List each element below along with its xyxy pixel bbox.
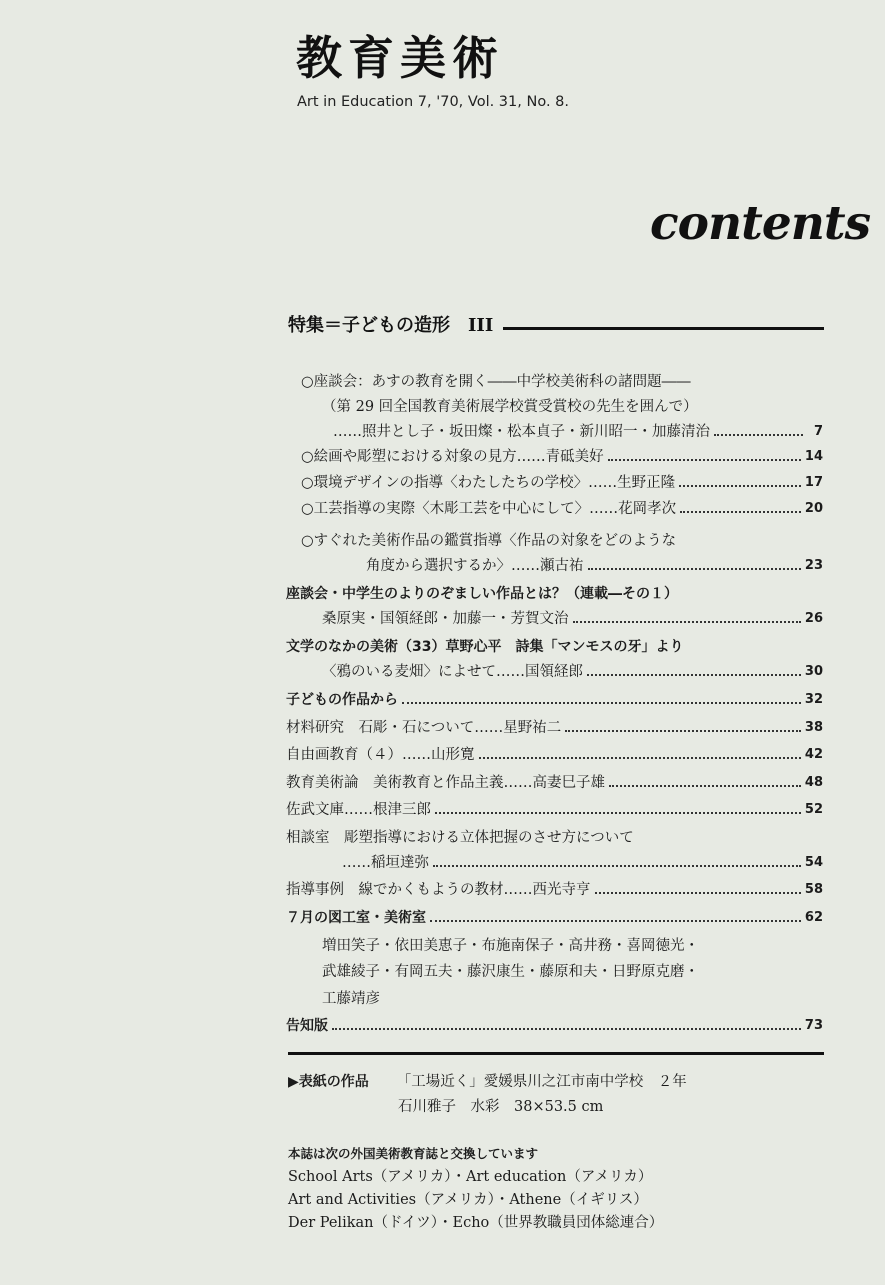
toc-entry[interactable] (286, 743, 823, 767)
toc-entry[interactable] (322, 607, 823, 631)
leader-dots (679, 485, 801, 487)
toc-page: 42 (804, 747, 823, 762)
toc-title: ○絵画や彫塑における対象の見方……青砥美好 (301, 449, 604, 465)
toc-entry[interactable] (286, 716, 823, 740)
toc-page: 26 (804, 611, 823, 626)
toc-title: 角度から選択するか〉……瀬古祐 (366, 558, 584, 574)
toc-entry[interactable] (333, 420, 823, 444)
toc-page: 30 (804, 664, 823, 679)
toc-title: ○工芸指導の実際〈木彫工芸を中心にして〉……花岡孝次 (301, 501, 677, 517)
toc-entry[interactable] (322, 934, 699, 958)
toc-page: 52 (804, 802, 823, 817)
toc-title: 子どもの作品から (286, 692, 398, 708)
toc-title: （第 29 回全国教育美術展学校賞受賞校の先生を囲んで） (322, 399, 698, 415)
toc-title: 告知版 (286, 1018, 328, 1034)
toc-title: ……照井とし子・坂田燦・松本貞子・新川昭一・加藤清治 (333, 424, 710, 440)
toc-title: 材料研究 石彫・石について……星野祐二 (286, 720, 562, 736)
toc-title: 佐武文庫……根津三郎 (286, 802, 431, 818)
toc-title: ○環境デザインの指導〈わたしたちの学校〉……生野正隆 (301, 475, 676, 491)
toc-entry[interactable] (301, 529, 676, 553)
toc-title: ○すぐれた美術作品の鑑賞指導〈作品の対象をどのような (301, 533, 677, 549)
toc-title: 工藤靖彦 (322, 991, 380, 1007)
leader-dots (680, 511, 801, 513)
toc-entry[interactable] (286, 878, 823, 902)
cover-info (288, 1070, 687, 1094)
leader-dots (433, 865, 801, 867)
toc-page: 32 (804, 692, 823, 707)
toc-title: 桑原実・国領経郎・加藤一・芳賀文治 (322, 611, 569, 627)
toc-page: 20 (804, 501, 823, 516)
leader-dots (714, 434, 803, 436)
leader-dots (573, 621, 801, 623)
toc-page: 54 (804, 855, 823, 870)
masthead-title: 教育美術 (296, 31, 504, 85)
toc-entry[interactable] (286, 688, 823, 712)
toc-entry[interactable] (286, 1014, 823, 1038)
leader-dots (435, 812, 801, 814)
toc-page: 73 (804, 1018, 823, 1033)
toc-entry[interactable] (286, 906, 823, 930)
toc-entry[interactable] (342, 851, 823, 875)
toc-title: ７月の図工室・美術室 (286, 910, 426, 926)
leader-dots (608, 459, 801, 461)
special-feature-roman: III (468, 315, 494, 336)
leader-dots (332, 1028, 801, 1030)
toc-title: 相談室 彫塑指導における立体把握のさせ方について (286, 830, 634, 846)
toc-title: 武雄綾子・有岡五夫・藤沢康生・藤原和夫・日野原克磨・ (322, 964, 699, 980)
exchange-line-2: Art and Activities（アメリカ）・Athene（イギリス） (288, 1192, 648, 1208)
toc-entry[interactable] (301, 370, 691, 394)
toc-title: 〈鴉のいる麦畑〉によせて……国領経郎 (322, 664, 583, 680)
leader-dots (587, 674, 801, 676)
toc-entry[interactable] (322, 660, 823, 684)
toc-title: ……稲垣達弥 (342, 855, 429, 871)
cover-label: ▶表紙の作品 (288, 1074, 369, 1090)
cover-line-1: 「工場近く」愛媛県川之江市南中学校 ２年 (396, 1074, 687, 1090)
toc-entry[interactable] (322, 395, 698, 419)
toc-title: 教育美術論 美術教育と作品主義……高妻巳子雄 (286, 775, 605, 791)
toc-entry[interactable] (366, 554, 823, 578)
toc-title: ○座談会：あすの教育を開く――中学校美術科の諸問題―― (301, 374, 691, 390)
leader-dots (565, 730, 801, 732)
toc-entry[interactable] (286, 826, 634, 850)
toc-entry[interactable] (322, 960, 699, 984)
toc-page: 58 (804, 882, 823, 897)
toc-page: 23 (804, 558, 823, 573)
toc-page: 38 (804, 720, 823, 735)
toc-title: 増田笑子・依田美恵子・布施南保子・高井務・喜岡徳光・ (322, 938, 699, 954)
toc-title: 自由画教育（４）……山形寛 (286, 747, 475, 763)
toc-page: 62 (804, 910, 823, 925)
leader-dots (430, 920, 801, 922)
toc-title: 指導事例 線でかくもようの教材……西光寺亨 (286, 882, 591, 898)
leader-dots (609, 785, 801, 787)
toc-entry[interactable] (286, 798, 823, 822)
toc-entry[interactable] (322, 987, 380, 1011)
leader-dots (595, 892, 801, 894)
exchange-line-3: Der Pelikan（ドイツ）・Echo（世界教職員団体総連合） (288, 1215, 664, 1231)
exchange-heading: 本誌は次の外国美術教育誌と交換しています (288, 1146, 539, 1161)
leader-dots (479, 757, 801, 759)
masthead-subtitle: Art in Education 7, '70, Vol. 31, No. 8. (297, 94, 569, 110)
toc-page: 14 (804, 449, 823, 464)
special-feature-heading (288, 311, 503, 337)
toc-title: 座談会・中学生のよりのぞましい作品とは？（連載―その１） (286, 586, 678, 602)
cover-info-2: 石川雅子 水彩 38×53.5 cm (398, 1099, 604, 1115)
bottom-rule (288, 1052, 824, 1055)
leader-dots (588, 568, 801, 570)
special-feature-label: 特集＝子どもの造形 (288, 315, 450, 336)
toc-entry[interactable] (301, 445, 823, 469)
exchange-line-1: School Arts（アメリカ）・Art education（アメリカ） (288, 1169, 653, 1185)
toc-entry[interactable] (286, 771, 823, 795)
toc-page: 48 (804, 775, 823, 790)
toc-page: 17 (804, 475, 823, 490)
toc-entry[interactable] (286, 582, 678, 606)
toc-entry[interactable] (301, 471, 823, 495)
toc-entry[interactable] (286, 635, 683, 659)
contents-heading: contents (650, 196, 871, 251)
toc-title: 文学のなかの美術（33）草野心平 詩集「マンモスの牙」より (286, 639, 684, 655)
leader-dots (402, 702, 801, 704)
toc-page: 7 (813, 424, 823, 439)
toc-entry[interactable] (301, 497, 823, 521)
